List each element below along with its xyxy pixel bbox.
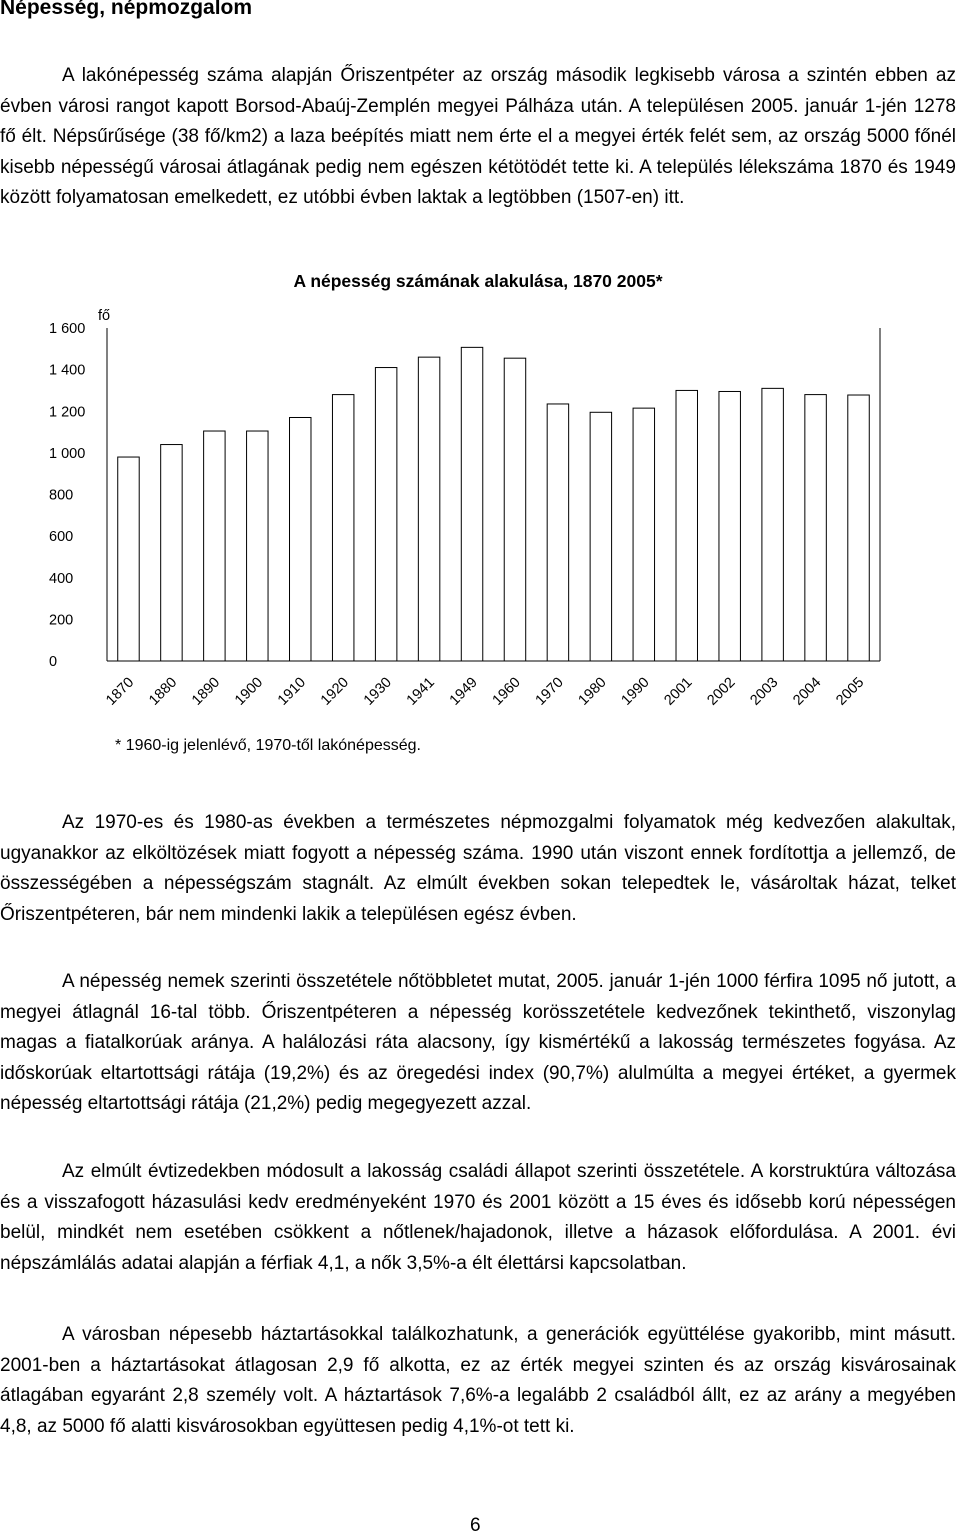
population-chart <box>0 260 960 780</box>
x-tick-label: 1949 <box>446 674 481 709</box>
x-tick-label: 1880 <box>146 674 181 709</box>
paragraph: A városban népesebb háztartásokkal találkozhatunk, a generációk együttélése gyakoribb, mint másutt. 2001-ben a háztartásokat átlagosan 2,9 fő alkotta, ez az érték megyei szinten és az ország kisvárosainak átlagában egyaránt 2,8 személy volt. A háztartások 7,6%-a legalább 2 családból állt, ez az arány a megyében 4,8, az 5000 fő alatti kisvárosokban együttesen pedig 4,1%-ot tett ki. <box>0 1324 956 1437</box>
chart-title: A népesség számának alakulása, 1870 2005* <box>293 271 663 291</box>
x-tick-label: 1890 <box>189 674 224 709</box>
bar <box>247 431 268 661</box>
x-tick-label: 1980 <box>575 674 610 709</box>
x-tick-label: 1990 <box>618 674 653 709</box>
y-tick-label: 800 <box>49 487 74 504</box>
x-tick-label: 2005 <box>833 674 868 709</box>
y-tick-label: 1 600 <box>49 321 86 337</box>
bar <box>676 390 697 661</box>
bar-series <box>118 347 870 661</box>
bar <box>805 395 826 661</box>
y-axis-unit-label: fő <box>98 308 111 324</box>
x-tick-label: 2001 <box>661 674 696 709</box>
paragraph: A népesség nemek szerinti összetétele nőtöbbletet mutat, 2005. január 1-jén 1000 férfira 1095 nő jutott, a megyei átlagnál 16-tal több. Őriszentpéteren a népesség korösszetétele kedvezőnek tekinthető, viszonylag magas a fiatalkorúak aránya. A halálozási ráta alacsony, így kismértékű a lakosság természetes fogyása. Az időskorúak eltartottsági rátája (19,2%) és az öregedési index (90,7%) alulmúlta a megyei értéket, a gyermek népesség eltartottsági rátája (21,2%) pedig megegyezett azzal. <box>0 971 956 1114</box>
bar <box>204 431 225 661</box>
bar <box>332 395 353 661</box>
x-tick-label: 1910 <box>274 674 310 709</box>
bar <box>118 457 139 661</box>
bar <box>719 391 740 661</box>
paragraph: Az elmúlt évtizedekben módosult a lakosság családi állapot szerinti összetétele. A korstruktúra változása és a visszafogott házasulási kedv eredményeként 1970 és 2001 között a 15 éves és idősebb korú népességen belül, mindkét nem esetében csökkent a nőtlenek/hajadonok, illetve a házasok előfordulása. A 2001. évi népszámlálás adatai alapján a férfiak 4,1, a nők 3,5%-a élt élettársi kapcsolatban. <box>0 1161 956 1274</box>
bar <box>590 412 611 661</box>
paragraph: Az 1970-es és 1980-as években a természetes népmozgalmi folyamatok még kedvezően alakultak, ugyanakkor az elköltözések miatt fogyott a népesség száma. 1990 után viszont ennek fordítottja a jellemző, de összességében a népességszám stagnált. Az elmúlt években sokan telepedtek le, vásároltak házat, telket Őriszentpéteren, bár nem mindenki lakik a településen egész évben. <box>0 812 956 925</box>
bar <box>461 347 482 661</box>
y-tick-label: 400 <box>49 570 74 587</box>
y-axis-ticks <box>49 321 85 670</box>
x-tick-label: 1920 <box>317 674 353 709</box>
population-bar-chart <box>0 260 960 740</box>
x-axis-labels <box>103 675 867 709</box>
x-tick-label: 2004 <box>790 674 825 709</box>
x-tick-label: 1870 <box>103 674 138 709</box>
paragraph: A lakónépesség száma alapján Őriszentpéter az ország második legkisebb városa a szintén ebben az évben városi rangot kapott Borsod-Abaúj-Zemplén megyei Pálháza után. A településen 2005. január 1-jén 1278 fő élt. Népsűrűsége (38 fő/km2) a laza beépítés miatt nem érte el a megyei érték felét sem, az ország 5000 főnél kisebb népességű városai átlagának pedig nem egészen kétötödét tette ki. A település lélekszáma 1870 és 1949 között folyamatosan emelkedett, ez utóbbi évben laktak a legtöbben (1507-en) itt. <box>0 65 956 208</box>
y-tick-label: 1 000 <box>49 445 86 462</box>
bar <box>504 358 525 661</box>
x-tick-label: 2002 <box>704 674 739 709</box>
x-tick-label: 1930 <box>360 674 395 709</box>
bar <box>633 408 654 661</box>
y-tick-label: 0 <box>49 654 58 670</box>
y-tick-label: 200 <box>49 612 74 629</box>
bar <box>290 417 311 661</box>
page-title: Népesség, népmozgalom <box>0 0 253 19</box>
page-number: 6 <box>470 1515 481 1536</box>
bar <box>161 445 182 661</box>
bar <box>762 388 783 661</box>
y-tick-label: 1 400 <box>49 362 86 379</box>
bar <box>375 368 396 661</box>
y-tick-label: 1 200 <box>49 404 86 421</box>
x-tick-label: 1960 <box>489 674 524 709</box>
bar <box>418 357 439 661</box>
y-tick-label: 600 <box>49 529 74 546</box>
bar <box>848 395 869 661</box>
bar <box>547 404 568 661</box>
chart-footnote: * 1960-ig jelenlévő, 1970-től lakónépesség. <box>115 737 421 754</box>
x-tick-label: 1900 <box>232 674 267 709</box>
x-tick-label: 1970 <box>532 674 567 709</box>
x-tick-label: 1941 <box>403 674 438 709</box>
x-tick-label: 2003 <box>747 674 782 709</box>
